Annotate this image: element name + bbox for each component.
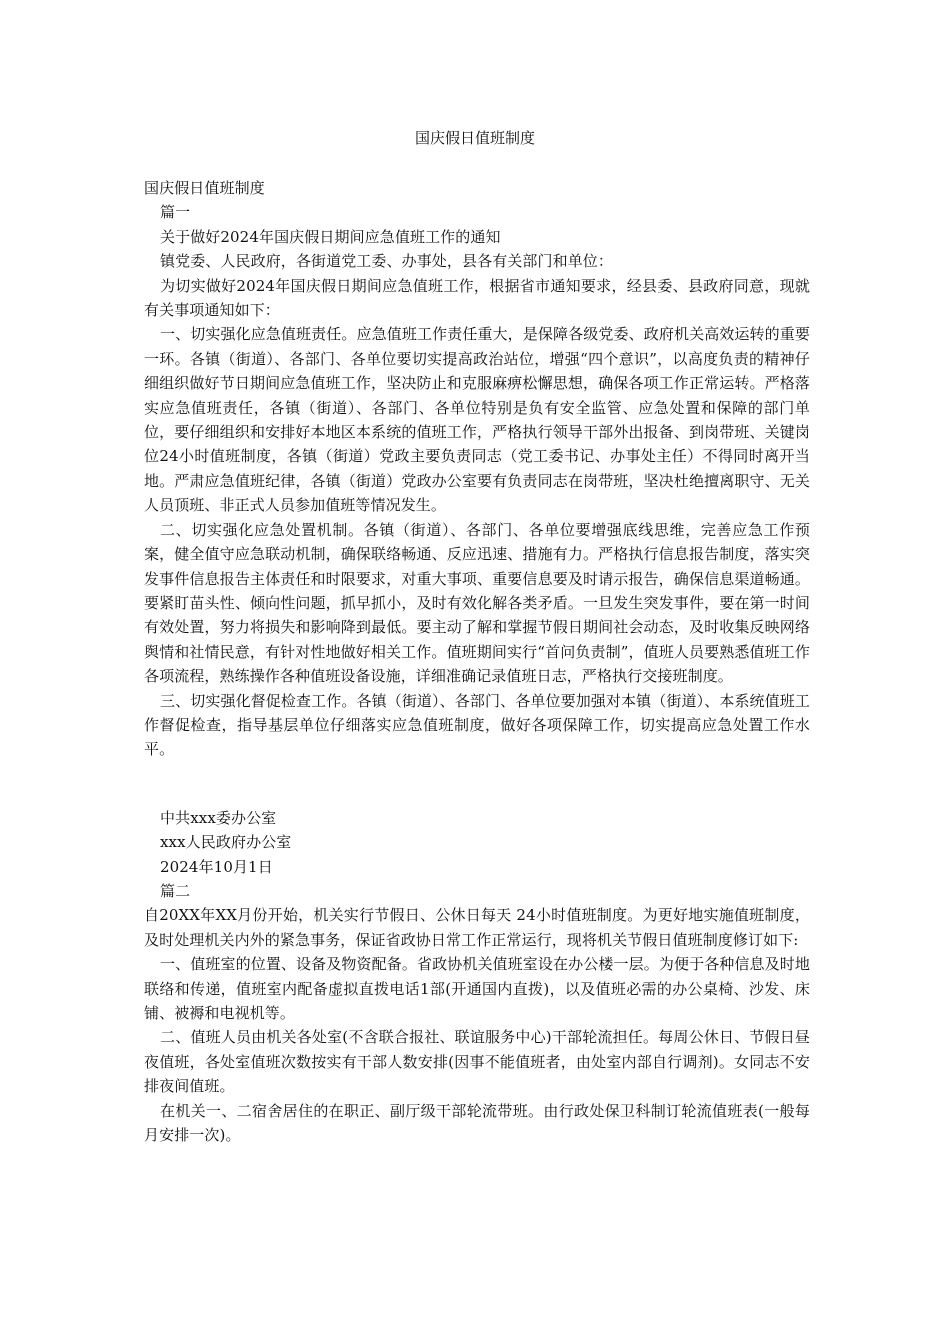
section-spacer — [144, 762, 810, 806]
document-title: 国庆假日值班制度 — [414, 129, 535, 147]
part1-recipients: 镇党委、人民政府，各街道党工委、办事处，县各有关部门和单位： — [160, 252, 614, 271]
signature-government-office: xxx人民政府办公室 — [160, 833, 292, 852]
document-body — [144, 176, 810, 1147]
signature-party-office: 中共xxx委办公室 — [160, 808, 277, 827]
part2-item-3: 在机关一、二宿舍居住的在职正、副厅级干部轮流带班。由行政处保卫科制订轮流值班表(一般每月安排一次)。 — [144, 1101, 810, 1145]
part1-item-1: 一、切实强化应急值班责任。应急值班工作责任重大，是保障各级党委、政府机关高效运转的重要一环。各镇（街道）、各部门、各单位要切实提高政治站位，增强“四个意识”，以高度负责的精神仔细组织做好节日期间应急值班工作，坚决防止和克服麻痹松懈思想，确保各项工作正常运转。严格落实应急值班责任，各镇（街道）、各部门、各单位特别是负有安全监管、应急处置和保障的部门单位，要仔细组织和安排好本地区本系统的值班工作，严格执行领导干部外出报备、到岗带班、关键岗位24小时值班制度，各镇（街道）党政主要负责同志（党工委书记、办事处主任）不得同时离开当地。严肃应急值班纪律，各镇（街道）党政办公室要有负责同志在岗带班，坚决杜绝擅离职守、无关人员顶班、非正式人员参加值班等情况发生。 — [144, 325, 810, 515]
part1-item-2: 二、切实强化应急处置机制。各镇（街道）、各部门、各单位要增强底线思维，完善应急工作预案，健全值守应急联动机制，确保联络畅通、反应迅速、措施有力。严格执行信息报告制度，落实突发事件信息报告主体责任和时限要求，对重大事项、重要信息要及时请示报告，确保信息渠道畅通。要紧盯苗头性、倾向性问题，抓早抓小，及时有效化解各类矛盾。一旦发生突发事件，要在第一时间有效处置，努力将损失和影响降到最低。要主动了解和掌握节假日期间社会动态，及时收集反映网络舆情和社情民意，有针对性地做好相关工作。值班期间实行“首问负责制”，值班人员要熟悉值班工作各项流程，熟练操作各种值班设备设施，详细准确记录值班日志，严格执行交接班制度。 — [144, 520, 810, 686]
part1-notice-title: 关于做好2024年国庆假日期间应急值班工作的通知 — [160, 227, 501, 246]
signature-date: 2024年10月1日 — [160, 857, 273, 876]
part1-intro: 为切实做好2024年国庆假日期间应急值班工作，根据省市通知要求，经县委、县政府同意，现就有关事项通知如下： — [144, 276, 810, 320]
part2-item-1: 一、值班室的位置、设备及物资配备。省政协机关值班室设在办公楼一层。为便于各种信息及时地联络和传递，值班室内配备虚拟直拨电话1部(开通国内直拨)，以及值班必需的办公桌椅、沙发、床铺、被褥和电视机等。 — [144, 955, 810, 1022]
part1-heading: 篇一 — [160, 203, 191, 222]
part2-heading: 篇二 — [160, 881, 191, 900]
part1-item-3: 三、切实强化督促检查工作。各镇（街道）、各部门、各单位要加强对本镇（街道）、本系统值班工作督促检查，指导基层单位仔细落实应急值班制度，做好各项保障工作，切实提高应急处置工作水平。 — [144, 691, 810, 759]
document-subtitle: 国庆假日值班制度 — [144, 179, 265, 197]
part2-intro: 自20XX年XX月份开始，机关实行节假日、公休日每天 24小时值班制度。为更好地实施值班制度，及时处理机关内外的紧急事务，保证省政协日常工作正常运行，现将机关节假日值班制度修订如下: — [144, 906, 810, 949]
part2-item-2: 二、值班人员由机关各处室(不含联合报社、联谊服务中心)干部轮流担任。每周公休日、节假日昼夜值班，各处室值班次数按实有干部人数安排(因事不能值班者，由处室内部自行调剂)。女同志不安排夜间值班。 — [144, 1028, 810, 1096]
